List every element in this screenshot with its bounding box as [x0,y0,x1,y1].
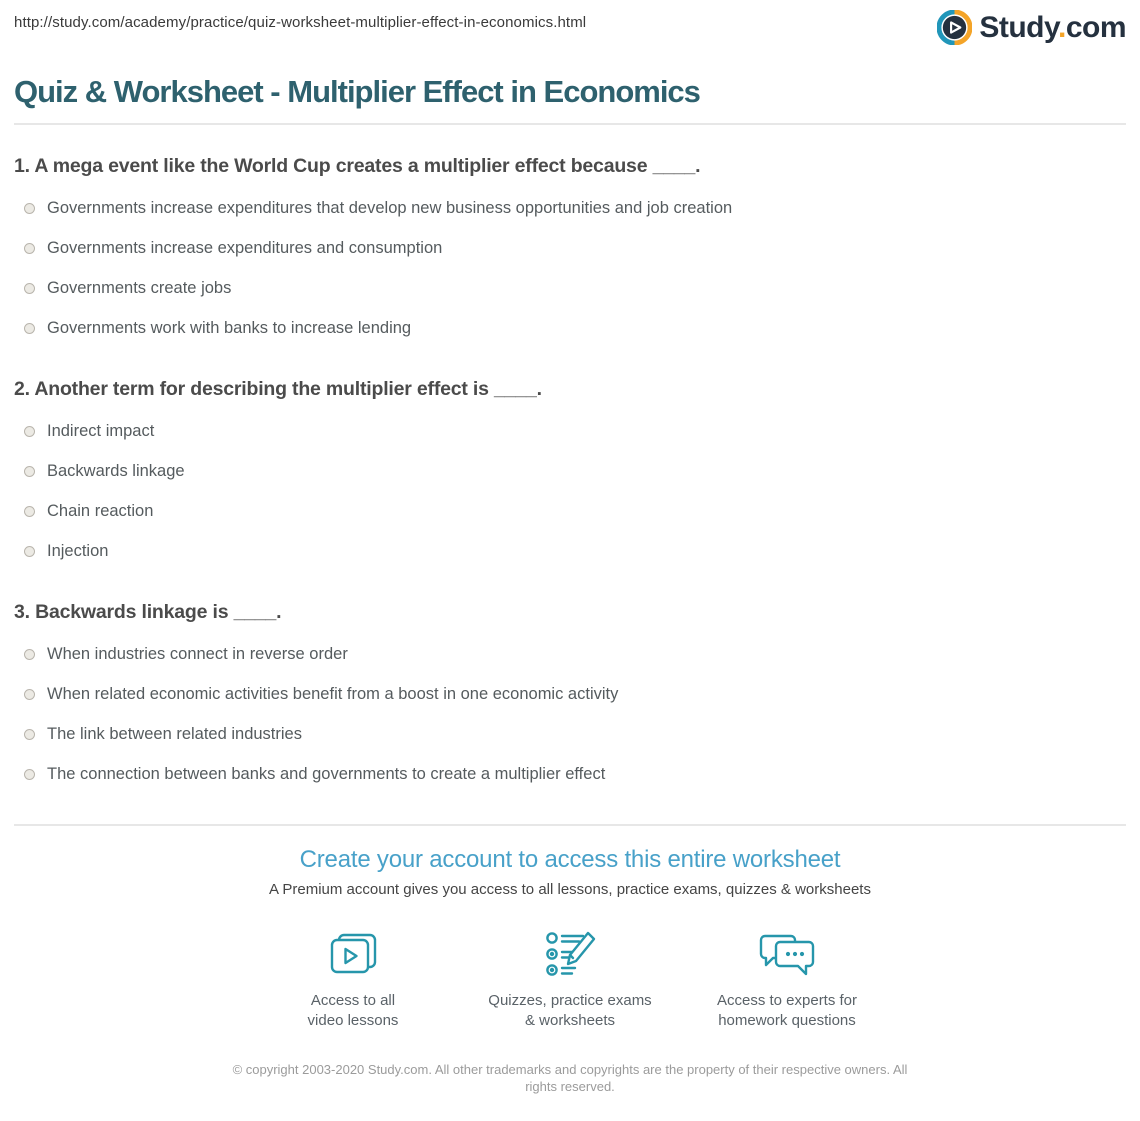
cta-section [0,846,1140,1031]
question-heading: 2. Another term for describing the multiplier effect is ____. [14,378,542,400]
answer-option[interactable] [14,634,1126,674]
radio-button[interactable] [24,769,35,780]
copyright-notice: © copyright 2003-2020 Study.com. All other trademarks and copyrights are the property of their respective owners. All rights reserved. [232,1062,908,1094]
question-heading: 1. A mega event like the World Cup creates a multiplier effect because ____. [14,155,701,177]
answer-option[interactable] [14,451,1126,491]
answer-option[interactable] [14,674,1126,714]
answer-option[interactable] [14,268,1126,308]
feature-homework-experts [679,930,896,1031]
question-heading: 3. Backwards linkage is ____. [14,601,282,623]
answer-option[interactable] [14,411,1126,451]
radio-button[interactable] [24,729,35,740]
cta-subheading: A Premium account gives you access to all lessons, practice exams, quizzes & worksheets [269,881,871,898]
option-label: Chain reaction [47,501,154,520]
radio-button[interactable] [24,689,35,700]
page-header [0,0,1140,56]
feature-caption: Access to experts for homework questions [716,992,858,1029]
answer-option[interactable] [14,228,1126,268]
studycom-logo[interactable] [937,10,1126,45]
option-label: Indirect impact [47,421,155,440]
question-block-2 [14,378,1126,571]
features-row [0,930,1140,1031]
question-options [14,188,1126,348]
feature-caption: Quizzes, practice exams & worksheets [488,992,652,1029]
answer-option[interactable] [14,754,1126,794]
answer-option[interactable] [14,714,1126,754]
experts-chat-icon [679,930,896,982]
feature-video-lessons [245,930,462,1031]
option-label: When related economic activities benefit from a boost in one economic activity [47,684,619,703]
option-label: Backwards linkage [47,461,185,480]
option-label: Injection [47,541,109,560]
page-url: http://study.com/academy/practice/quiz-worksheet-multiplier-effect-in-economics.html [14,14,587,31]
answer-option[interactable] [14,531,1126,571]
option-label: The link between related industries [47,724,302,743]
video-lessons-icon [245,930,462,982]
answer-option[interactable] [14,188,1126,228]
radio-button[interactable] [24,546,35,557]
radio-button[interactable] [24,323,35,334]
option-label: Governments increase expenditures and consumption [47,238,443,257]
option-label: Governments create jobs [47,278,232,297]
radio-button[interactable] [24,283,35,294]
radio-button[interactable] [24,243,35,254]
answer-option[interactable] [14,491,1126,531]
title-divider [14,123,1126,125]
feature-caption: Access to all video lessons [307,992,399,1029]
radio-button[interactable] [24,506,35,517]
question-block-3 [14,601,1126,794]
question-block-1 [14,155,1126,348]
studycom-logo-text: Study.com [979,10,1126,44]
radio-button[interactable] [24,649,35,660]
radio-button[interactable] [24,203,35,214]
studycom-logo-icon [937,10,972,45]
question-options [14,411,1126,571]
cta-heading[interactable]: Create your account to access this entire worksheet [299,846,841,873]
quizzes-worksheets-icon [462,930,679,982]
page-title: Quiz & Worksheet - Multiplier Effect in Economics [14,74,700,109]
option-label: Governments work with banks to increase lending [47,318,412,337]
radio-button[interactable] [24,466,35,477]
question-options [14,634,1126,794]
feature-quizzes-worksheets [462,930,679,1031]
radio-button[interactable] [24,426,35,437]
answer-option[interactable] [14,308,1126,348]
cta-divider [14,824,1126,826]
option-label: The connection between banks and governments to create a multiplier effect [47,764,606,783]
option-label: When industries connect in reverse order [47,644,348,663]
option-label: Governments increase expenditures that develop new business opportunities and job creation [47,198,733,217]
